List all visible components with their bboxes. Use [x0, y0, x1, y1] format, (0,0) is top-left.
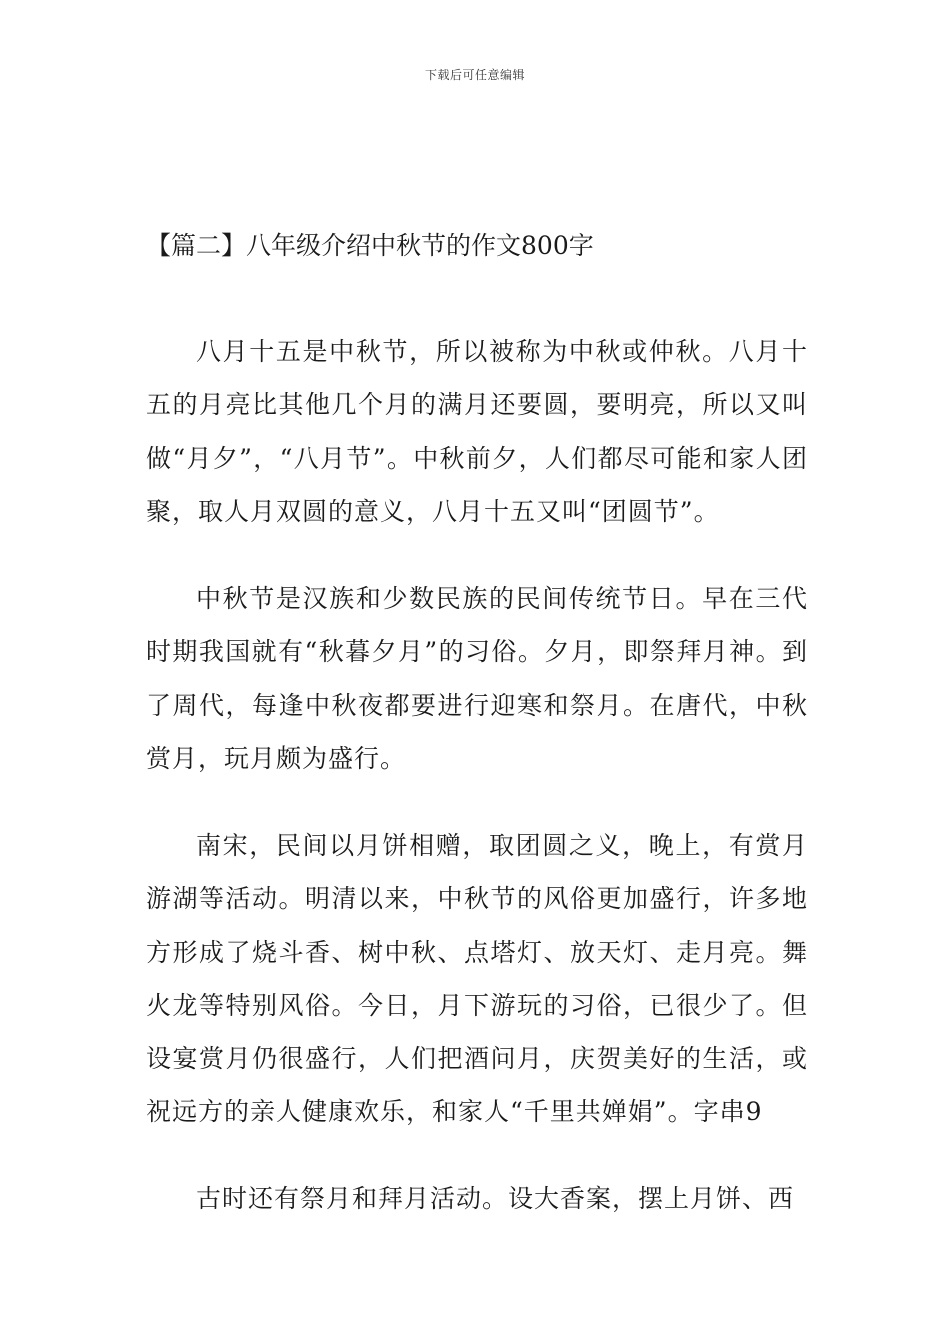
document-title: 【篇二】八年级介绍中秋节的作文800字 [146, 231, 594, 260]
paragraph: 八月十五是中秋节，所以被称为中秋或仲秋。八月十五的月亮比其他几个月的满月还要圆，要明亮，所以又叫做“月夕”，“八月节”。中秋前夕，人们都尽可能和家人团聚，取人月双圆的意义，八月十五又叫“团圆节”。 [146, 337, 808, 526]
paragraph: 中秋节是汉族和少数民族的民间传统节日。早在三代时期我国就有“秋暮夕月”的习俗。夕月，即祭拜月神。到了周代，每逢中秋夜都要进行迎寒和祭月。在唐代，中秋赏月，玩月颇为盛行。 [146, 584, 808, 773]
paragraph: 南宋，民间以月饼相赠，取团圆之义，晚上，有赏月游湖等活动。明清以来，中秋节的风俗更加盛行，许多地方形成了烧斗香、树中秋、点塔灯、放天灯、走月亮。舞火龙等特别风俗。今日，月下游玩的习俗，已很少了。但设宴赏月仍很盛行，人们把酒问月，庆贺美好的生活，或祝远方的亲人健康欢乐，和家人“千里共婵娟”。字串9 [146, 831, 808, 1127]
paragraph: 古时还有祭月和拜月活动。设大香案，摆上月饼、西 [196, 1184, 795, 1213]
header-note: 下载后可任意编辑 [424, 68, 525, 82]
